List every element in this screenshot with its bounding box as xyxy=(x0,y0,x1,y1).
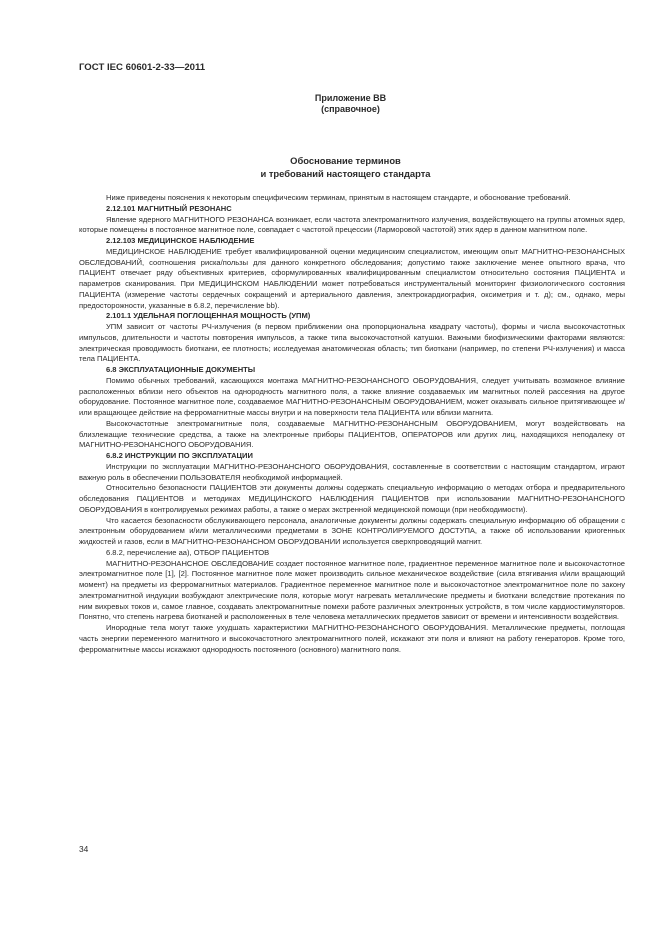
document-header: ГОСТ IEC 60601-2-33—2011 xyxy=(79,62,206,73)
clause-heading: 2.12.101 МАГНИТНЫЙ РЕЗОНАНС xyxy=(106,203,232,213)
paragraph: 6.8.2, перечисление аа), ОТБОР ПАЦИЕНТОВ xyxy=(106,547,270,557)
paragraph: Относительно безопасности ПАЦИЕНТОВ эти документы должны содержать специальную информацию о методах отбора и предварительного обследования ПАЦИЕНТОВ и методиках МЕДИЦИНСКОГО НАБЛЮДЕНИЯ ПАЦИЕНТОВ при использовании МАГНИТНО-РЕЗОНАНСНОГО ОБОРУДОВАНИЯ в контролируемых режимах работы, а также о мерах экстренной медицинской помощи (при необходимости). xyxy=(79,483,625,514)
appendix-heading xyxy=(0,93,661,115)
appendix-subtitle: (справочное) xyxy=(321,104,380,114)
clause-heading: 2.101.1 УДЕЛЬНАЯ ПОГЛОЩЕННАЯ МОЩНОСТЬ (УПМ) xyxy=(106,311,311,321)
paragraph: МАГНИТНО-РЕЗОНАНСНОЕ ОБСЛЕДОВАНИЕ создает постоянное магнитное поле, градиентное переменное магнитное поле и высокочастотное электромагнитное поле [1], [2]. Постоянное магнитное поле может производить сильное механическое воздействие (сила втягивания и/или вращающий момент) на предметы из ферромагнитных материалов. Градиентное переменное магнитное поле и высокочастотное электромагнитное поле по закону электромагнитной индукции возбуждают электрические поля, которые могут нагревать металлические предметы и биоткани вследствие протекания по ним вихревых токов и, самое главное, создавать электромагнитные помехи работе различных электронных устройств, в том числе кардиостимуляторов. Понятно, что степень нагрева биотканей и расположенных в теле человека металлических предметов зависит от времени и интенсивности воздействия. xyxy=(79,558,625,622)
clause-heading: 6.8.2 ИНСТРУКЦИИ ПО ЭКСПЛУАТАЦИИ xyxy=(106,451,253,460)
paragraph: Помимо обычных требований, касающихся монтажа МАГНИТНО-РЕЗОНАНСНОГО ОБОРУДОВАНИЯ, следует учитывать возможное влияние расположенных вблизи него объектов на однородность магнитного поля, а также влияние создаваемых им магнитных полей рассеяния на другое оборудование. Постоянное магнитное поле, создаваемое МАГНИТНО-РЕЗОНАНСНЫМ ОБОРУДОВАНИЕМ, может оказывать сильное притягивающее и/или вращающее действие на ферромагнитные массы внутри и на поверхности тела ПАЦИЕНТА или вблизи магнита. xyxy=(79,375,625,417)
paragraph: МЕДИЦИНСКОЕ НАБЛЮДЕНИЕ требует квалифицированной оценки медицинским специалистом, имеющим опыт МАГНИТНО-РЕЗОНАНСНЫХ ОБСЛЕДОВАНИЙ, соотношения риска/пользы для данного конкретного обследования; допустимо также заключение менее опытного врача, что ПАЦИЕНТ отвечает ряду объективных критериев, сформулированных квалифицированным специалистом относительно состояния ПАЦИЕНТА и параметров сканирования. При МЕДИЦИНСКОМ НАБЛЮДЕНИИ может потребоваться инструментальный мониторинг физиологического состояния ПАЦИЕНТА (измерение частоты сердечных сокращений и артериального давления, электрокардиография, оксиметрия и т. д); см., однако, меры предосторожности, указанные в 6.8.2, перечисление bb). xyxy=(79,246,625,310)
paragraph: Ниже приведены пояснения к некоторым специфическим терминам, принятым в настоящем стандарте, и обоснование требований. xyxy=(106,193,571,202)
section-title xyxy=(0,155,661,180)
body-text xyxy=(79,193,625,655)
paragraph: Инородные тела могут также ухудшать характеристики МАГНИТНО-РЕЗОНАНСНОГО ОБОРУДОВАНИЯ. Металлические предметы, поглощая часть энергии переменного магнитного и высокочастотного электромагнитного полей, искажают эти поля и влияют на работу генераторов. Кроме того, ферромагнитные массы искажают однородность постоянного (основного) магнитного поля. xyxy=(79,623,625,654)
paragraph: Высокочастотные электромагнитные поля, создаваемые МАГНИТНО-РЕЗОНАНСНЫМ ОБОРУДОВАНИЕМ, могут воздействовать на близлежащие технические средства, а также на электронные приборы ПАЦИЕНТОВ, ОПЕРАТОРОВ или других лиц, находящихся неподалеку от МАГНИТНО-РЕЗОНАНСНОГО ОБОРУДОВАНИЯ. xyxy=(79,418,625,450)
section-title-line-2: и требований настоящего стандарта xyxy=(260,167,431,179)
clause-heading: 2.12.103 МЕДИЦИНСКОЕ НАБЛЮДЕНИЕ xyxy=(106,236,255,245)
paragraph: Что касается безопасности обслуживающего персонала, аналогичные документы должны содержать специальную информацию об обращении с электронным оборудованием и/или металлическими предметами в ЗОНЕ КОНТРОЛИРУЕМОГО ДОСТУПА, а также об использовании криогенных жидкостей и газов, если в МАГНИТНО-РЕЗОНАНСНОМ ОБОРУДОВАНИИ используется сверхпроводящий магнит. xyxy=(79,515,625,546)
paragraph: УПМ зависит от частоты РЧ-излучения (в первом приближении она пропорциональна квадрату частоты), формы и числа высокочастотных импульсов, длительности и частоты повторения импульсов, а также типа высокочастотной катушки. Важными биофизическими факторами являются: электрическая проводимость биоткани, ее плотность; исследуемая анатомическая область; тип биоткани (например, по степени РЧ-излучения) и масса тела ПАЦИЕНТА. xyxy=(79,322,625,364)
appendix-title: Приложение ВВ xyxy=(314,93,387,103)
section-title-line-1: Обоснование терминов xyxy=(290,155,401,166)
page-number: 34 xyxy=(79,844,89,854)
clause-heading: 6.8 ЭКСПЛУАТАЦИОННЫЕ ДОКУМЕНТЫ xyxy=(106,365,256,374)
paragraph: Явление ядерного МАГНИТНОГО РЕЗОНАНСА возникает, если частота электромагнитного излучения, воздействующего на группы атомных ядер, которые помещены в постоянное магнитное поле, совпадает с частотой прецессии (Ларморовой частотой) этих ядер в данном магнитном поле. xyxy=(79,214,625,235)
paragraph: Инструкции по эксплуатации МАГНИТНО-РЕЗОНАНСНОГО ОБОРУДОВАНИЯ, составленные в соответствии с настоящим стандартом, играют важную роль в обеспечении ПОЛЬЗОВАТЕЛЯ необходимой информацией. xyxy=(79,461,625,482)
